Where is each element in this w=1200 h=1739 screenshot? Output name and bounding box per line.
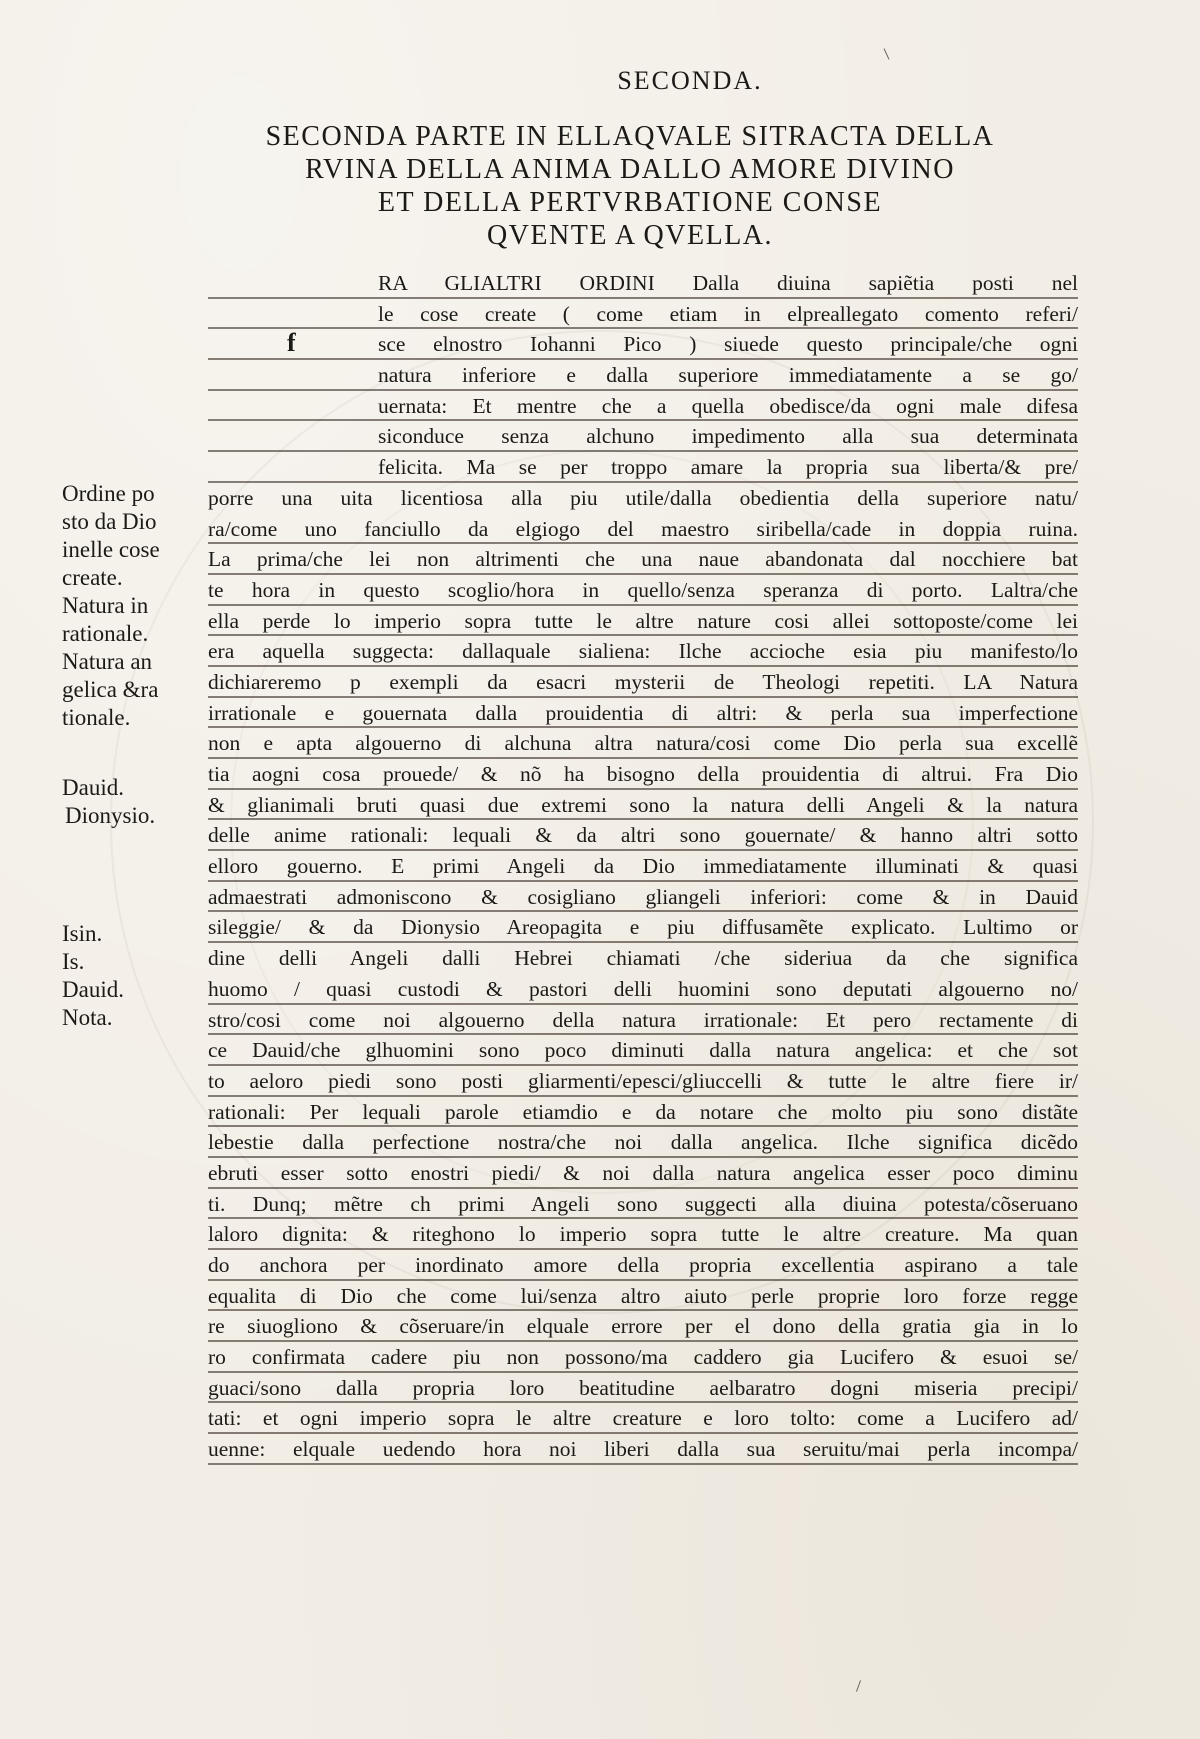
margin-note: Nota.	[62, 1005, 113, 1030]
text-line: siconduce senza alchuno impedimento alla sua determinata	[208, 421, 1078, 452]
text-line: guaci/sono dalla propria loro beatitudine aelbaratro dogni miseria precipi/	[208, 1373, 1078, 1404]
guide-letter: f	[287, 328, 296, 357]
text-line: ce Dauid/che glhuomini sono poco diminuti dalla natura angelica: et che sot	[208, 1035, 1078, 1066]
text-line: stro/cosi come noi algouerno della natura irrationale: Et pero rectamente di	[208, 1005, 1078, 1036]
text-line: elloro gouerno. E primi Angeli da Dio immediatamente illuminati & quasi	[208, 851, 1078, 882]
margin-note: Dauid.	[62, 977, 124, 1002]
text-line: sileggie/ & da Dionysio Areopagita e piu diffusamẽte explicato. Lultimo or	[208, 912, 1078, 943]
text-line: & glianimali bruti quasi due extremi sono la natura delli Angeli & la natura	[208, 790, 1078, 821]
margin-notes-1	[62, 480, 160, 732]
text-line: delle anime rationali: lequali & da altri sono gouernate/ & hanno altri sotto	[208, 820, 1078, 851]
paper-mark	[856, 1680, 861, 1692]
margin-note: rationale.	[62, 621, 149, 646]
chapter-heading	[180, 120, 1080, 252]
margin-note: gelica &ra	[62, 677, 159, 702]
text-line: laloro dignita: & riteghono lo imperio sopra tutte le altre creature. Ma quan	[208, 1219, 1078, 1250]
margin-notes-2	[62, 774, 155, 830]
text-line: ella perde lo imperio sopra tutte le altre nature cosi allei sottoposte/come lei	[208, 606, 1078, 637]
text-line: do anchora per inordinato amore della propria excellentia aspirano a tale	[208, 1250, 1078, 1281]
text-line: non e apta algouerno di alchuna altra natura/cosi come Dio perla sua excellẽ	[208, 728, 1078, 759]
text-line: ebruti esser sotto enostri piedi/ & noi dalla natura angelica esser poco diminu	[208, 1158, 1078, 1189]
text-line: porre una uita licentiosa alla piu utile/dalla obedientia della superiore natu/	[208, 485, 1078, 510]
text-line: equalita di Dio che come lui/senza altro aiuto perle proprie loro forze regge	[208, 1281, 1078, 1312]
text-line: tati: et ogni imperio sopra le altre creature e loro tolto: come a Lucifero ad/	[208, 1403, 1078, 1434]
margin-note: Natura in	[62, 593, 149, 618]
heading-line: ET DELLA PERTVRBATIONE CONSE	[377, 187, 883, 218]
text-line: lebestie dalla perfectione nostra/che noi dalla angelica. Ilche significa dicẽdo	[208, 1127, 1078, 1158]
text-line: ra/come uno fanciullo da elgiogo del maestro siribella/cade in doppia ruina.	[208, 514, 1078, 545]
text-line: admaestrati admoniscono & cosigliano gliangeli inferiori: come & in Dauid	[208, 882, 1078, 913]
margin-note: inelle cose	[62, 537, 160, 562]
text-line: RA GLIALTRI ORDINI Dalla diuina sapiẽtia posti nel	[208, 268, 1078, 299]
text-line: le cose create ( come etiam in elpreallegato comento referi/	[208, 299, 1078, 330]
text-line: te hora in questo scoglio/hora in quello/senza speranza di porto. Laltra/che	[208, 575, 1078, 606]
margin-note: Dionysio.	[65, 803, 156, 828]
text-line: sce elnostro Iohanni Pico ) siuede questo principale/che ogni	[208, 329, 1078, 360]
margin-note: Ordine po	[62, 481, 155, 506]
text-line: ro confirmata cadere piu non possono/ma caddero gia Lucifero & esuoi se/	[208, 1342, 1078, 1373]
text-line: ti. Dunq; mẽtre ch primi Angeli sono suggecti alla diuina potesta/cõseruano	[208, 1189, 1078, 1220]
text-line: rationali: Per lequali parole etiamdio e da notare che molto piu sono distãte	[208, 1097, 1078, 1128]
text-line: felicita. Ma se per troppo amare la propria sua liberta/& pre/	[208, 452, 1078, 483]
margin-note: Is.	[62, 949, 85, 974]
margin-notes-3	[62, 920, 124, 1032]
heading-line: SECONDA PARTE IN ELLAQVALE SITRACTA DELLA	[265, 121, 995, 152]
margin-note: Dauid.	[62, 775, 124, 800]
text-line: irrationale e gouernata dalla prouidentia di altri: & perla sua imperfectione	[208, 698, 1078, 729]
text-line: era aquella suggecta: dallaquale sialiena: Ilche accioche esia piu manifesto/lo	[208, 636, 1078, 667]
margin-note: Natura an	[62, 649, 153, 674]
text-line: huomo / quasi custodi & pastori delli huomini sono deputati algouerno no/	[208, 974, 1078, 1005]
body-text	[208, 268, 1078, 1465]
text-line: dine delli Angeli dalli Hebrei chiamati /che sideriua da che significa	[208, 946, 1078, 971]
text-line: dichiareremo p exempli da esacri mysterii de Theologi repetiti. LA Natura	[208, 667, 1078, 698]
margin-note: sto da Dio	[62, 509, 157, 534]
text-line: natura inferiore e dalla superiore immediatamente a se go/	[208, 360, 1078, 391]
text-line: uernata: Et mentre che a quella obedisce/da ogni male difesa	[208, 391, 1078, 422]
text-line: tia aogni cosa prouede/ & nõ ha bisogno della prouidentia di altrui. Fra Dio	[208, 759, 1078, 790]
margin-note: create.	[62, 565, 123, 590]
heading-line: RVINA DELLA ANIMA DALLO AMORE DIVINO	[305, 154, 955, 185]
margin-note: tionale.	[62, 705, 131, 730]
text-line: uenne: elquale uedendo hora noi liberi dalla sua seruitu/mai perla incompa/	[208, 1434, 1078, 1465]
running-head: SECONDA.	[617, 66, 763, 95]
margin-note: Isin.	[62, 921, 103, 946]
heading-line: QVENTE A QVELLA.	[486, 220, 774, 251]
paper-mark	[884, 48, 890, 59]
text-line: re siuogliono & cõseruare/in elquale errore per el dono della gratia gia in lo	[208, 1311, 1078, 1342]
text-line: to aeloro piedi sono posti gliarmenti/epesci/gliuccelli & tutte le altre fiere ir/	[208, 1066, 1078, 1097]
text-line: La prima/che lei non altrimenti che una naue abandonata dal nocchiere bat	[208, 544, 1078, 575]
